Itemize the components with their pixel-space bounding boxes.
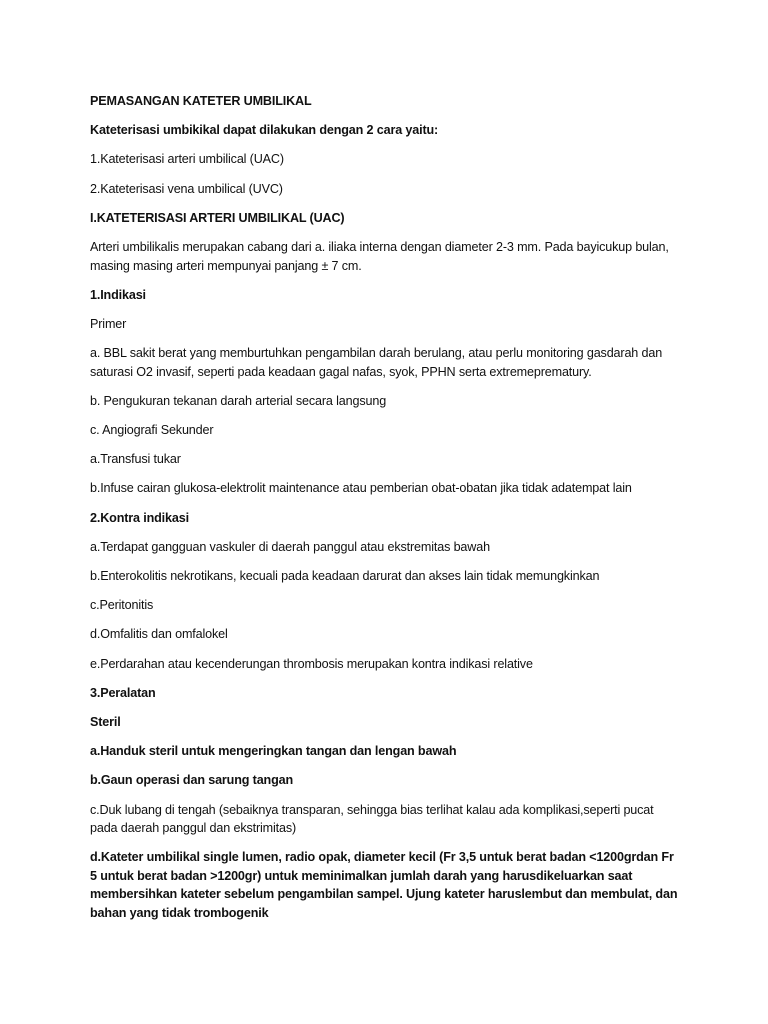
paragraph: c. Angiografi Sekunder	[90, 423, 214, 438]
paragraph: Arteri umbilikalis merupakan cabang dari a. iliaka interna dengan diameter 2-3 mm. Pada bayicukup bulan, masing masing arteri mempunyai panjang ± 7 cm.	[90, 239, 669, 273]
section-heading: I.KATETERISASI ARTERI UMBILIKAL (UAC)	[90, 210, 345, 225]
paragraph: a. BBL sakit berat yang memburtuhkan pengambilan darah berulang, atau perlu monitoring gasdarah dan saturasi O2 invasif, seperti pada keadaan gagal nafas, syok, PPHN serta extremeprematury.	[90, 346, 663, 379]
paragraph: b.Infuse cairan glukosa-elektrolit maintenance atau pemberian obat-obatan jika tidak adatempat lain	[90, 481, 632, 496]
section-heading: 3.Peralatan	[90, 685, 156, 700]
paragraph: d.Kateter umbilikal single lumen, radio opak, diameter kecil (Fr 3,5 untuk berat badan <1200grdan Fr 5 untuk berat badan >1200gr) untuk meminimalkan jumlah darah yang harusdikeluarkan saat membersihkan kateter sebelum pengambilan sampel. Ujung kateter haruslembut dan membulat, dan bahan yang tidak trombogenik	[90, 850, 678, 921]
paragraph: Primer	[90, 316, 127, 331]
paragraph: b.Gaun operasi dan sarung tangan	[90, 773, 294, 788]
paragraph: d.Omfalitis dan omfalokel	[90, 627, 228, 642]
paragraph: a.Handuk steril untuk mengeringkan tangan dan lengan bawah	[90, 744, 457, 759]
document-title: PEMASANGAN KATETER UMBILIKAL	[90, 94, 312, 108]
paragraph: b. Pengukuran tekanan darah arterial secara langsung	[90, 393, 387, 408]
section-heading: 2.Kontra indikasi	[90, 510, 189, 525]
paragraph: Steril	[90, 714, 121, 729]
paragraph: b.Enterokolitis nekrotikans, kecuali pada keadaan darurat dan akses lain tidak memungkinkan	[90, 569, 600, 583]
document-body	[90, 92, 680, 933]
paragraph: a.Transfusi tukar	[90, 452, 181, 467]
paragraph: c.Duk lubang di tengah (sebaiknya transparan, sehingga bias terlihat kalau ada komplikasi,seperti pucat pada daerah panggul dan ekstrimitas)	[90, 802, 654, 836]
paragraph: 2.Kateterisasi vena umbilical (UVC)	[90, 181, 283, 196]
paragraph: c.Peritonitis	[90, 598, 154, 613]
paragraph: Kateterisasi umbikikal dapat dilakukan dengan 2 cara yaitu:	[90, 123, 439, 138]
paragraph: e.Perdarahan atau kecenderungan thrombosis merupakan kontra indikasi relative	[90, 656, 533, 671]
section-heading: 1.Indikasi	[90, 287, 146, 302]
paragraph: a.Terdapat gangguan vaskuler di daerah panggul atau ekstremitas bawah	[90, 539, 490, 554]
paragraph: 1.Kateterisasi arteri umbilical (UAC)	[90, 152, 284, 167]
